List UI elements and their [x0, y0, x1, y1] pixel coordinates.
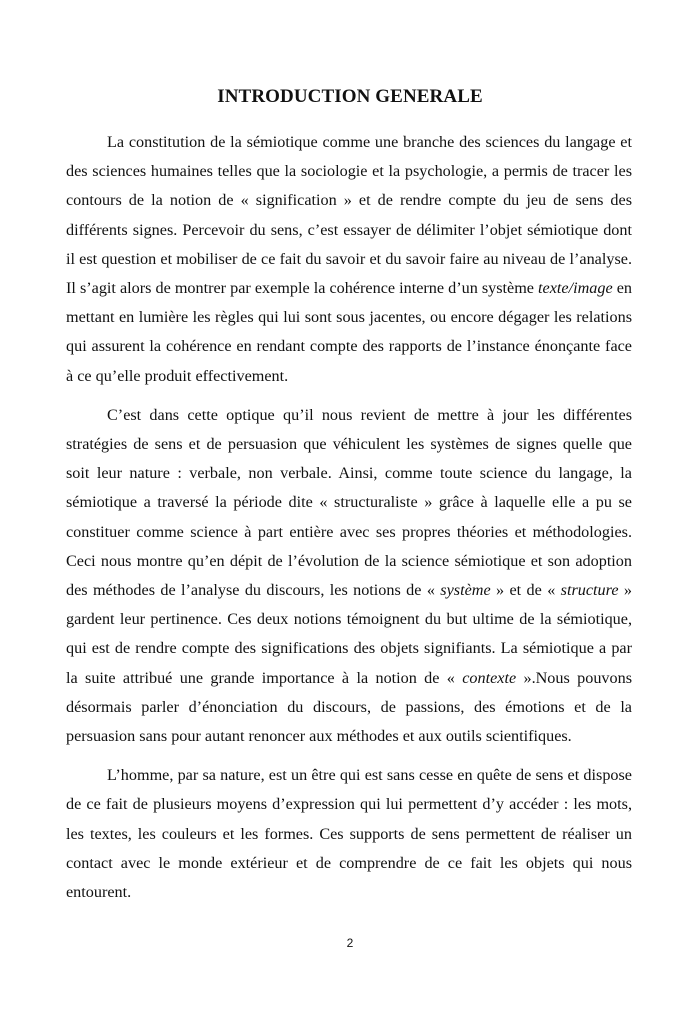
- page-number: 2: [346, 936, 354, 950]
- paragraph: [66, 761, 632, 907]
- italic-term: système: [440, 581, 491, 600]
- text-segment: » gardent leur pertinence. Ces deux notions témoignent du but ultime de la sémiotique, qui est de rendre compte des significations des objets signifiants. La sémiotique a par la suite attribué une grande importance à la notion de «: [66, 581, 632, 687]
- text-segment: ».Nous pouvons désormais parler d’énonciation du discours, de passions, des émotions et de la persuasion sans pour autant renoncer aux méthodes et aux outils scientifiques.: [66, 668, 632, 746]
- paragraph: [66, 401, 632, 751]
- text-segment: en mettant en lumière les règles qui lui sont sous jacentes, ou encore dégager les relations qui assurent la cohérence en rendant compte des rapports de l’instance énonçante face à ce qu’elle produit effectivement.: [66, 279, 632, 385]
- italic-term: contexte: [462, 668, 517, 687]
- italic-term: texte/image: [538, 279, 613, 298]
- italic-term: structure: [560, 581, 619, 600]
- page-title: INTRODUCTION GENERALE: [217, 86, 483, 107]
- body-text: [66, 128, 632, 907]
- text-segment: La constitution de la sémiotique comme une branche des sciences du langage et des sciences humaines telles que la sociologie et la psychologie, a permis de tracer les contours de la notion de « signification » et de rendre compte du jeu de sens des différents signes. Percevoir du sens, c’est essayer de délimiter l’objet sémiotique dont il est question et mobiliser de ce fait du savoir et du savoir faire au niveau de l’analyse. Il s’agit alors de montrer par exemple la cohérence interne d’un système: [66, 133, 632, 298]
- text-segment: C’est dans cette optique qu’il nous revient de mettre à jour les différentes stratégies de sens et de persuasion que véhiculent les systèmes de signes quelle que soit leur nature : verbale, non verbale. Ainsi, comme toute science du langage, la sémiotique a traversé la période dite « structuraliste » grâce à laquelle elle a pu se constituer comme science à part entière avec ses propres théories et méthodologies. Ceci nous montre qu’en dépit de l’évolution de la science sémiotique et son adoption des méthodes de l’analyse du discours, les notions de «: [66, 405, 632, 600]
- paragraph: [66, 128, 632, 391]
- text-segment: L’homme, par sa nature, est un être qui est sans cesse en quête de sens et dispose de ce fait de plusieurs moyens d’expression qui lui permettent d’y accéder : les mots, les textes, les couleurs et les formes. Ces supports de sens permettent de réaliser un contact avec le monde extérieur et de comprendre de ce fait les objets qui nous entourent.: [66, 766, 632, 902]
- text-segment: » et de «: [490, 581, 561, 600]
